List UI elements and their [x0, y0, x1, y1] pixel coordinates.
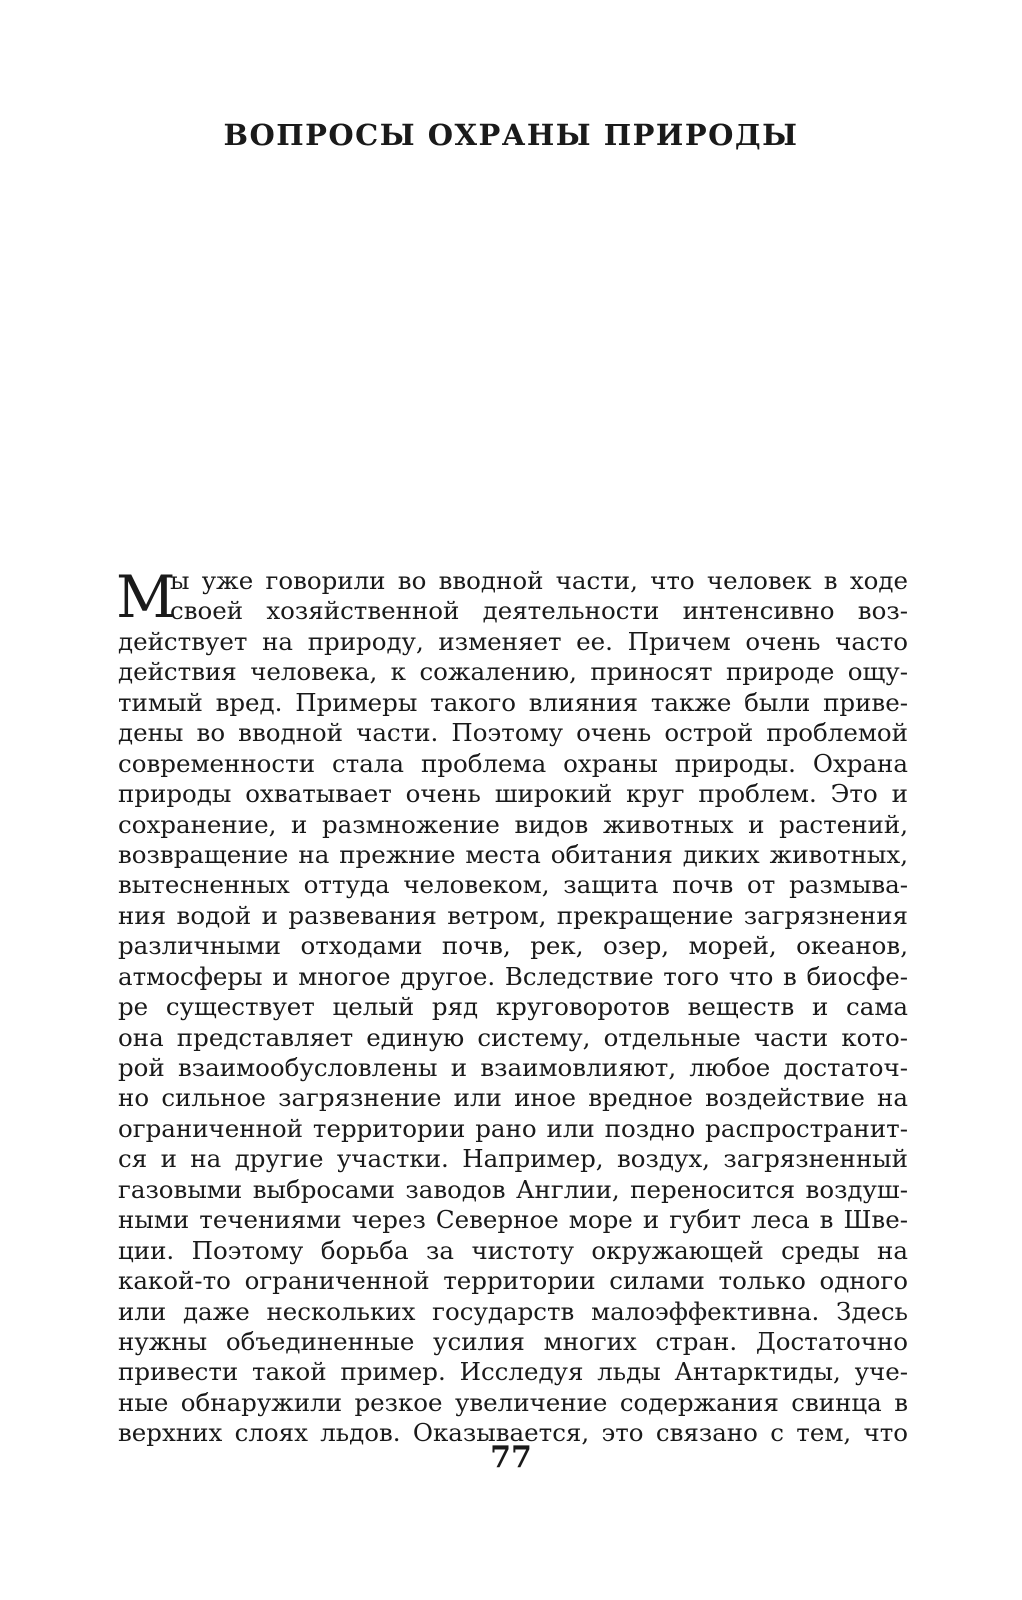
text-line: возвращение на прежние места обитания диких животных,	[118, 839, 908, 869]
body-paragraph	[116, 563, 908, 1449]
drop-cap: М	[116, 563, 176, 631]
text-line: ре существует целый ряд круговоротов веществ и сама	[118, 992, 908, 1022]
text-line: современности стала проблема охраны природы. Охрана	[118, 748, 908, 778]
text-line: действия человека, к сожалению, приносят природе ощу-	[118, 657, 908, 687]
text-line: какой-то ограниченной территории силами только одного	[118, 1266, 908, 1296]
text-line: ные обнаружили резкое увеличение содержания свинца в	[118, 1387, 908, 1417]
text-line: различными отходами почв, рек, озер, морей, океанов,	[118, 931, 908, 961]
text-line: она представляет единую систему, отдельные части кото-	[118, 1022, 908, 1052]
text-line: дены во вводной части. Поэтому очень острой проблемой	[118, 718, 908, 748]
chapter-title: ВОПРОСЫ ОХРАНЫ ПРИРОДЫ	[223, 118, 799, 152]
text-line: рой взаимообусловлены и взаимовлияют, любое достаточ-	[118, 1053, 908, 1082]
first-line-group	[116, 563, 908, 631]
text-line: привести такой пример. Исследуя льды Антарктиды, уче-	[118, 1357, 908, 1387]
text-line: ными течениями через Северное море и губит леса в Шве-	[118, 1205, 908, 1235]
text-line: нужны объединенные усилия многих стран. Достаточно	[118, 1326, 908, 1356]
text-line: природы охватывает очень широкий круг проблем. Это и	[118, 779, 908, 809]
text-line: вытесненных оттуда человеком, защита почв от размыва-	[118, 870, 908, 900]
text-line: действует на природу, изменяет ее. Причем очень часто	[118, 626, 908, 656]
text-line: газовыми выбросами заводов Англии, переносится воздуш-	[118, 1174, 908, 1204]
text-line: верхних слоях льдов. Оказывается, это связано с тем, что	[118, 1418, 908, 1448]
text-line: ния водой и развевания ветром, прекращение загрязнения	[118, 900, 908, 930]
text-line: сохранение, и размножение видов животных и растений,	[118, 809, 908, 839]
text-line: тимый вред. Примеры такого влияния также были приве-	[118, 687, 908, 717]
text-line: но сильное загрязнение или иное вредное воздействие на	[118, 1083, 908, 1113]
page-number: 77	[490, 1440, 532, 1475]
text-line: ся и на другие участки. Например, воздух, загрязненный	[118, 1144, 908, 1174]
text-line: атмосферы и многое другое. Вследствие того что в биосфе-	[118, 961, 908, 991]
text-line: своей хозяйственной деятельности интенсивно воз-	[170, 596, 908, 626]
text-line: или даже нескольких государств малоэффективна. Здесь	[118, 1296, 908, 1326]
text-line: ы уже говорили во вводной части, что человек в ходе	[170, 566, 908, 595]
text-line: ции. Поэтому борьба за чистоту окружающей среды на	[118, 1235, 908, 1265]
text-line: ограниченной территории рано или поздно распространит-	[118, 1113, 908, 1143]
